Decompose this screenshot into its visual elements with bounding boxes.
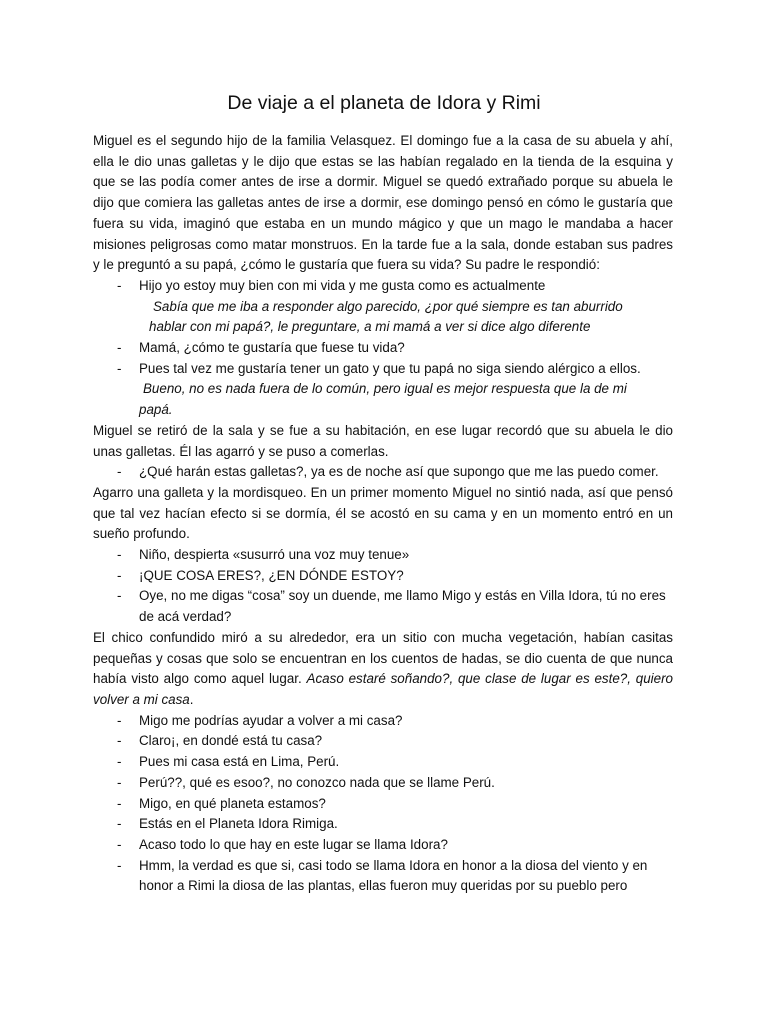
dialogue-item: [93, 276, 673, 297]
italic-thought: hablar con mi papá?, le preguntare, a mi mamá a ver si dice algo diferente: [149, 319, 591, 335]
dialogue-item: [93, 835, 673, 856]
paragraph-text: El chico confundido miró a su alrededor, era un sitio con mucha vegetación, habían casitas pequeñas y cosas que solo se encuentran en los cuentos de hadas, se dio cuenta de que nunca había visto algo como aquel lugar.: [93, 629, 673, 687]
dialogue-item: [93, 752, 673, 773]
dialogue-text: Hijo yo estoy muy bien con mi vida y me gusta como es actualmente: [139, 277, 546, 293]
dash-bullet: -: [117, 836, 122, 852]
dialogue-text: ¡QUE COSA ERES?, ¿EN DÓNDE ESTOY?: [139, 567, 404, 583]
dialogue-text: Pues mi casa está en Lima, Perú.: [139, 754, 340, 770]
paragraph-end: .: [189, 691, 194, 707]
dash-bullet: -: [117, 754, 122, 770]
dialogue-text: Hmm, la verdad es que si, casi todo se llama Idora en honor a la diosa del viento y en honor a Rimi la diosa de las plantas, ellas fueron muy queridas por su pueblo pero: [139, 857, 648, 894]
dialogue-text: Niño, despierta «susurró una voz muy tenue»: [139, 547, 410, 563]
dash-bullet: -: [117, 464, 122, 480]
dialogue-item: [93, 586, 673, 627]
dialogue-item: [93, 731, 673, 752]
dash-bullet: -: [117, 795, 122, 811]
dialogue-item: [93, 856, 673, 897]
paragraph: [93, 628, 673, 711]
dash-bullet: -: [117, 588, 122, 604]
dash-bullet: -: [117, 816, 122, 832]
dialogue-text: ¿Qué harán estas galletas?, ya es de noche así que supongo que me las puedo comer.: [139, 464, 659, 480]
dialogue-item: [93, 794, 673, 815]
dash-bullet: -: [117, 712, 122, 728]
italic-thought: Bueno, no es nada fuera de lo común, pero igual es mejor respuesta que la de mi: [143, 381, 627, 397]
dash-bullet: -: [117, 567, 122, 583]
italic-thought: Sabía que me iba a responder algo parecido, ¿por qué siempre es tan aburrido: [153, 298, 623, 314]
dash-bullet: -: [117, 277, 122, 293]
dash-bullet: -: [117, 774, 122, 790]
dialogue-text: Pues tal vez me gustaría tener un gato y que tu papá no siga siendo alérgico a ellos.: [139, 360, 641, 376]
dash-bullet: -: [117, 340, 122, 356]
dialogue-text: Migo, en qué planeta estamos?: [139, 795, 326, 811]
dialogue-text: Acaso todo lo que hay en este lugar se llama Idora?: [139, 836, 448, 852]
document-title: De viaje a el planeta de Idora y Rimi: [227, 92, 541, 114]
dialogue-text: Claro¡, en dondé está tu casa?: [139, 733, 323, 749]
dialogue-text: Migo me podrías ayudar a volver a mi casa?: [139, 712, 403, 728]
dash-bullet: -: [117, 733, 122, 749]
paragraph: Miguel es el segundo hijo de la familia Velasquez. El domingo fue a la casa de su abuela y ahí, ella le dio unas galletas y le dijo que estas se las habían regalado en la tienda de la esquina y que se las podía comer antes de irse a dormir. Miguel se quedó extrañado porque su abuela le dijo que comiera las galletas antes de irse a dormir, ese domingo pensó en cómo le gustaría que fuera su vida, imaginó que estaba en un mundo mágico y que un mago le mandaba a hacer misiones peligrosas como matar monstruos. En la tarde fue a la sala, donde estaban sus padres y le preguntó a su papá, ¿cómo le gustaría que fuera su vida? Su padre le respondió:: [93, 133, 673, 273]
dialogue-item: [93, 711, 673, 732]
dialogue-text: Estás en el Planeta Idora Rimiga.: [139, 816, 338, 832]
dialogue-text: Oye, no me digas “cosa” soy un duende, me llamo Migo y estás en Villa Idora, tú no eres de acá verdad?: [139, 588, 666, 625]
paragraph: Agarro una galleta y la mordisqueo. En un primer momento Miguel no sintió nada, así que pensó que tal vez hacían efecto si se dormía, él se acostó en su cama y en un momento entró en un sueño profundo.: [93, 484, 673, 542]
dialogue-item: [93, 566, 673, 587]
document-body: [93, 131, 673, 897]
dash-bullet: -: [117, 857, 122, 873]
dash-bullet: -: [117, 547, 122, 563]
dialogue-item: [93, 359, 673, 380]
dialogue-item: [93, 545, 673, 566]
dialogue-item: [93, 462, 673, 483]
dialogue-text: Mamá, ¿cómo te gustaría que fuese tu vida?: [139, 340, 405, 356]
italic-thought-inline: Acaso estaré soñando?, que clase de lugar es este?, quiero volver a mi casa: [93, 671, 674, 707]
dialogue-text: Perú??, qué es esoo?, no conozco nada que se llame Perú.: [139, 774, 495, 790]
dash-bullet: -: [117, 360, 122, 376]
dialogue-item: [93, 814, 673, 835]
dialogue-item: [93, 773, 673, 794]
paragraph: Miguel se retiró de la sala y se fue a su habitación, en ese lugar recordó que su abuela le dio unas galletas. Él las agarró y se puso a comerlas.: [93, 422, 673, 459]
dialogue-item: [93, 338, 673, 359]
italic-thought: papá.: [139, 402, 173, 418]
